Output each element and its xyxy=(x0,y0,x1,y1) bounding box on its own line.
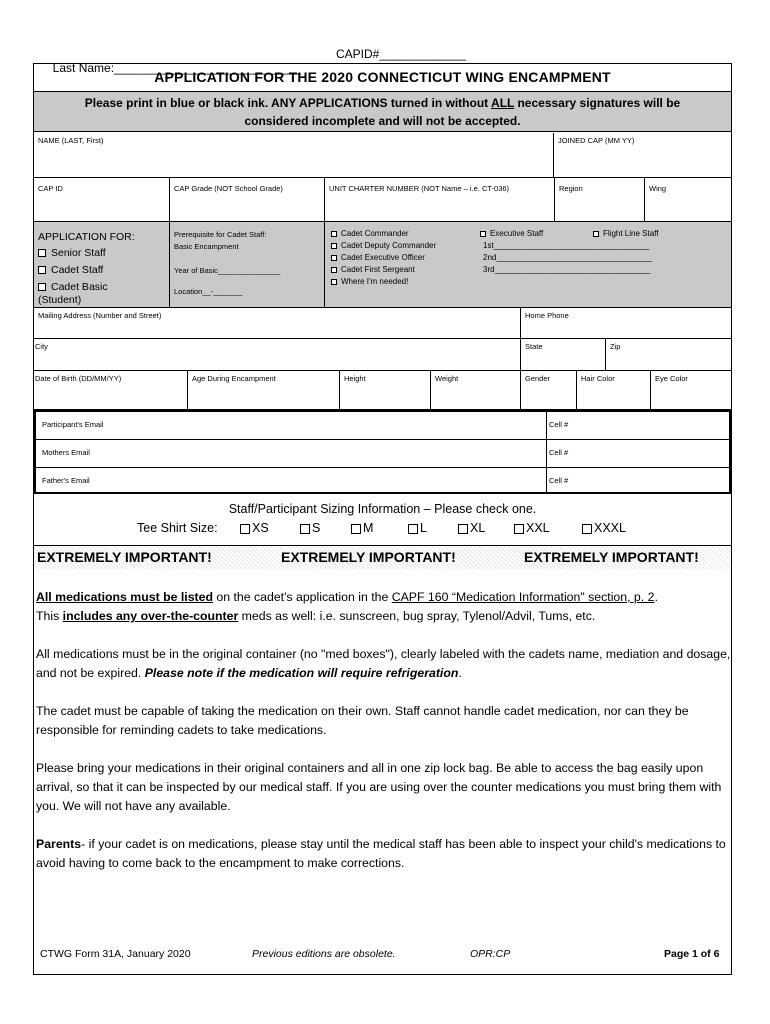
p1-otc-emphasis: includes any over-the-counter xyxy=(62,609,239,623)
size-xs[interactable] xyxy=(240,521,269,535)
dob-label: Date of Birth (DD/MM/YY) xyxy=(35,374,122,383)
state-label: State xyxy=(525,342,543,351)
prerequisite-basic: Basic Encampment xyxy=(174,242,239,251)
cadet-commander-label: Cadet Commander xyxy=(341,229,409,238)
p2-text-c: . xyxy=(458,666,462,680)
gender-field[interactable] xyxy=(521,371,577,410)
form-number: CTWG Form 31A, January 2020 xyxy=(40,948,191,960)
first-sergeant-label: Cadet First Sergeant xyxy=(341,265,415,274)
fathers-cell-label: Cell # xyxy=(549,476,569,485)
city-field[interactable] xyxy=(34,339,521,371)
height-field[interactable] xyxy=(340,371,431,410)
cadet-commander-checkbox[interactable] xyxy=(331,231,337,237)
city-label: City xyxy=(35,342,48,351)
obsolete-note xyxy=(252,948,396,960)
eye-color-label: Eye Color xyxy=(655,374,688,383)
size-xxl-checkbox[interactable] xyxy=(514,524,524,534)
size-s-checkbox[interactable] xyxy=(300,524,310,534)
name-field[interactable] xyxy=(34,133,554,178)
option-cadet-basic[interactable] xyxy=(38,281,165,294)
state-field[interactable] xyxy=(521,339,606,371)
unit-charter-label: UNIT CHARTER NUMBER (NOT Name – i.e. CT-036) xyxy=(329,184,510,193)
capf-160-link[interactable]: CAPF 160 “Medication Information" section, p. 2 xyxy=(391,590,655,604)
p1-text-b: on the cadet's application in the xyxy=(212,590,392,604)
mothers-email-label: Mothers Email xyxy=(42,448,90,457)
prerequisite-label: Prerequisite for Cadet Staff: xyxy=(174,230,267,239)
prerequisite-section xyxy=(170,222,325,308)
capid-field[interactable]: CAPID#_____________ xyxy=(336,47,467,61)
p2-refrigeration-note: Please note if the medication will require refrigeration xyxy=(144,666,459,680)
fathers-email-label: Father's Email xyxy=(42,476,90,485)
name-label: NAME (LAST, First) xyxy=(38,136,104,145)
zip-field[interactable] xyxy=(606,339,731,371)
cadet-basic-label: Cadet Basic xyxy=(51,281,108,293)
flight-line-staff-label: Flight Line Staff xyxy=(603,229,659,238)
deputy-commander-label: Cadet Deputy Commander xyxy=(341,241,437,250)
student-note: (Student) xyxy=(38,294,82,306)
unit-charter-field[interactable] xyxy=(325,178,555,222)
hair-color-field[interactable] xyxy=(577,371,651,410)
p1-text-e: This xyxy=(36,609,63,623)
size-m[interactable] xyxy=(351,521,373,535)
mailing-address-field[interactable] xyxy=(34,308,521,339)
application-for-heading: APPLICATION FOR: xyxy=(38,231,135,243)
size-m-label: M xyxy=(363,521,374,535)
size-xs-checkbox[interactable] xyxy=(240,524,250,534)
size-xl-checkbox[interactable] xyxy=(458,524,468,534)
size-xl-label: XL xyxy=(470,521,486,535)
participant-email-row[interactable] xyxy=(36,412,729,440)
notice-text-2: necessary signatures will be xyxy=(514,96,681,110)
tee-shirt-size-label: Tee Shirt Size: xyxy=(137,521,218,535)
location-field[interactable]: Location__-_______ xyxy=(174,287,243,296)
medication-paragraph-2 xyxy=(36,645,732,683)
position-executive-officer[interactable] xyxy=(331,252,425,265)
cadet-staff-checkbox[interactable] xyxy=(38,266,46,274)
p2-text-a: All medications must be in the original container (no "med boxes"), clearly labeled with the cadets name, mediation and dosage, and not be expired. xyxy=(36,647,731,680)
staff-positions-section xyxy=(325,222,731,308)
p1-text-g: meds as well: i.e. sunscreen, bug spray, Tylenol/Advil, Tums, etc. xyxy=(238,609,596,623)
size-l[interactable] xyxy=(408,521,427,535)
size-s-label: S xyxy=(312,521,321,535)
cap-grade-label: CAP Grade (NOT School Grade) xyxy=(174,184,283,193)
joined-cap-field[interactable] xyxy=(554,133,731,178)
executive-officer-label: Cadet Executive Officer xyxy=(341,253,425,262)
size-xxl[interactable] xyxy=(514,521,550,535)
important-text-1: EXTREMELY IMPORTANT! xyxy=(37,549,212,565)
parents-paragraph xyxy=(36,835,732,873)
cadet-basic-checkbox[interactable] xyxy=(38,283,46,291)
executive-officer-checkbox[interactable] xyxy=(331,255,337,261)
weight-field[interactable] xyxy=(431,371,521,410)
cadet-staff-label: Cadet Staff xyxy=(51,264,104,276)
medication-paragraph-1 xyxy=(36,588,732,626)
wing-field[interactable] xyxy=(645,178,731,222)
flight-line-staff-checkbox[interactable] xyxy=(593,231,599,237)
opr-text: OPR:CP xyxy=(470,948,511,960)
choice-2-field[interactable]: 2nd___________________________________ xyxy=(483,253,653,262)
capid-cell[interactable] xyxy=(34,178,170,222)
application-form xyxy=(33,63,732,975)
eye-color-field[interactable] xyxy=(651,371,731,410)
executive-staff-label: Executive Staff xyxy=(490,229,544,238)
capid-label: CAP ID xyxy=(38,184,63,193)
participant-cell-label: Cell # xyxy=(549,420,569,429)
position-first-sergeant[interactable] xyxy=(331,264,415,277)
weight-label: Weight xyxy=(435,374,459,383)
size-l-label: L xyxy=(420,521,427,535)
choice-1-field[interactable]: 1st___________________________________ xyxy=(483,241,650,250)
choice-3-field[interactable]: 3rd___________________________________ xyxy=(483,265,651,274)
age-label: Age During Encampment xyxy=(192,374,276,383)
size-xxl-label: XXL xyxy=(526,521,550,535)
region-label: Region xyxy=(559,184,583,193)
joined-cap-label: JOINED CAP (MM YY) xyxy=(558,136,635,145)
position-cadet-commander[interactable] xyxy=(331,228,409,241)
application-for-section xyxy=(34,222,170,308)
height-label: Height xyxy=(344,374,366,383)
size-l-checkbox[interactable] xyxy=(408,524,418,534)
size-m-checkbox[interactable] xyxy=(351,524,361,534)
size-xxxl-checkbox[interactable] xyxy=(582,524,592,534)
executive-staff-checkbox[interactable] xyxy=(480,231,486,237)
size-xs-label: XS xyxy=(252,521,269,535)
cap-grade-field[interactable] xyxy=(170,178,325,222)
home-phone-field[interactable] xyxy=(521,308,731,339)
form-title: APPLICATION FOR THE 2020 CONNECTICUT WING ENCAMPMENT xyxy=(154,69,611,85)
where-needed-label: Where I'm needed! xyxy=(341,277,409,286)
obsolete-text: Previous editions are obsolete. xyxy=(252,948,396,960)
option-senior-staff[interactable] xyxy=(38,247,165,260)
opr-note xyxy=(470,948,510,960)
page-number: Page 1 of 6 xyxy=(664,948,720,960)
position-executive-staff[interactable] xyxy=(480,228,543,241)
important-banner xyxy=(34,546,731,569)
notice-text-1: Please print in blue or black ink. ANY APPLICATIONS turned in without xyxy=(84,96,492,110)
notice-text-3: considered incomplete and will not be accepted. xyxy=(244,114,521,128)
option-cadet-staff[interactable] xyxy=(38,264,165,277)
position-flight-line-staff[interactable] xyxy=(593,228,658,241)
size-s[interactable] xyxy=(300,521,320,535)
size-xxxl-label: XXXL xyxy=(594,521,626,535)
wing-label: Wing xyxy=(649,184,667,193)
parents-text: - if your cadet is on medications, please stay until the medical staff has been able to inspect your child's medications to avoid having to come back to the encampment to make corrections. xyxy=(36,837,726,870)
size-xl[interactable] xyxy=(458,521,485,535)
p1-text-d: . xyxy=(654,590,658,604)
mothers-email-row[interactable] xyxy=(36,440,729,468)
notice-emphasis: ALL xyxy=(491,96,515,110)
where-needed-checkbox[interactable] xyxy=(331,279,337,285)
medication-paragraph-4: Please bring your medications in their original containers and all in one zip lock bag. Be able to access the bag easily upon arrival, so that it can be inspected by our medical staff. If you are using over the counter medications you must bring them with you. We will not have any available. xyxy=(36,761,722,813)
position-where-needed[interactable] xyxy=(331,276,408,289)
zip-label: Zip xyxy=(610,342,621,351)
home-phone-label: Home Phone xyxy=(525,311,569,320)
important-text-3: EXTREMELY IMPORTANT! xyxy=(524,549,699,565)
email-section xyxy=(34,410,731,494)
senior-staff-label: Senior Staff xyxy=(51,247,106,259)
age-field[interactable] xyxy=(188,371,340,410)
important-text-2: EXTREMELY IMPORTANT! xyxy=(281,549,456,565)
position-deputy-commander[interactable] xyxy=(331,240,436,253)
deputy-commander-checkbox[interactable] xyxy=(331,243,337,249)
hair-color-label: Hair Color xyxy=(581,374,615,383)
gender-label: Gender xyxy=(525,374,551,383)
sizing-title: Staff/Participant Sizing Information – Please check one. xyxy=(228,502,537,516)
fathers-email-row[interactable] xyxy=(36,468,729,496)
last-name-field[interactable]: Last Name:____________________________ xyxy=(52,61,301,75)
size-xxxl[interactable] xyxy=(582,521,626,535)
region-field[interactable] xyxy=(555,178,645,222)
medication-paragraph-3: The cadet must be capable of taking the medication on their own. Staff cannot handle cadet medication, nor can they be responsible for reminding cadets to take medications. xyxy=(36,704,689,737)
mailing-address-label: Mailing Address (Number and Street) xyxy=(38,311,162,320)
ink-notice xyxy=(34,92,731,132)
senior-staff-checkbox[interactable] xyxy=(38,249,46,257)
first-sergeant-checkbox[interactable] xyxy=(331,267,337,273)
parents-emphasis: Parents xyxy=(36,837,82,851)
dob-field[interactable] xyxy=(34,371,188,410)
p1-all-medications: All medications must be listed xyxy=(36,590,213,604)
year-of-basic-field[interactable]: Year of Basic_______________ xyxy=(174,266,281,275)
participant-email-label: Participant's Email xyxy=(42,420,104,429)
mothers-cell-label: Cell # xyxy=(549,448,569,457)
